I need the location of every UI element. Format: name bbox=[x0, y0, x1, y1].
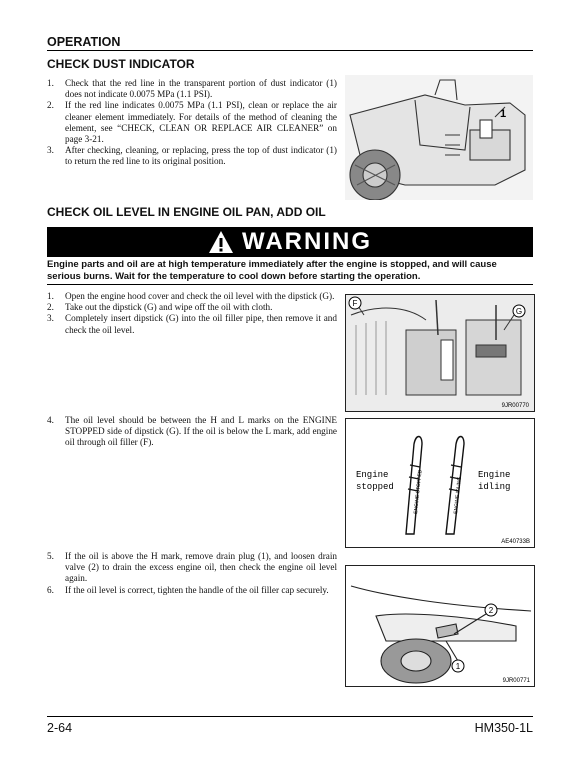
callout-2: 2 bbox=[488, 606, 494, 615]
dipstick-marks-figure bbox=[345, 418, 535, 548]
page-number: 2-64 bbox=[47, 721, 73, 735]
warning-label: WARNING bbox=[242, 228, 372, 255]
oil-steps-b bbox=[47, 415, 337, 449]
drain-plug-figure bbox=[345, 565, 535, 687]
label-engine-stopped-1: Engine bbox=[356, 470, 389, 480]
figure-code: 9JR00770 bbox=[501, 403, 529, 409]
dust-indicator-figure bbox=[345, 75, 533, 200]
list-item: 4. The oil level should be between the H and L marks on the ENGINE STOPPED side of dipstick (G). If the oil is below the L mark, add engine oil through oil filler (F). bbox=[47, 415, 337, 448]
list-item: 5. If the oil is above the H mark, remove drain plug (1), and loosen drain valve (2) to drain the excess engine oil, then check the engine oil level again. bbox=[47, 551, 337, 584]
oil-steps-c bbox=[47, 551, 337, 596]
list-item: 6. If the oil level is correct, tighten the handle of the oil filler cap securely. bbox=[47, 584, 329, 595]
list-item: 2. If the red line indicates 0.0075 MPa (1.1 PSI), clean or replace the air cleaner element immediately. For details of the method of cleaning the element, see “CHECK, CLEAN OR REPLACE AIR CLEANER” on page 3-21. bbox=[47, 100, 337, 145]
engine-illustration bbox=[346, 295, 534, 411]
label-engine-idling-1: Engine bbox=[478, 470, 511, 480]
section-header: OPERATION bbox=[47, 35, 121, 49]
list-item: 1. Check that the red line in the transparent portion of dust indicator (1) does not indicate 0.0075 MPa (1.1 PSI). bbox=[47, 78, 337, 100]
list-item: 2. Take out the dipstick (G) and wipe off the oil with cloth. bbox=[47, 302, 273, 313]
figure-code: 9JR00771 bbox=[502, 678, 530, 684]
stick-text-idling: ENGINE IDLING bbox=[453, 476, 463, 515]
model-name: HM350-1L bbox=[474, 721, 533, 735]
stick-text-stopped: ENGINE STOPPED bbox=[413, 469, 424, 515]
dipstick-illustration bbox=[346, 419, 534, 547]
list-item: 3. After checking, cleaning, or replacing, press the top of dust indicator (1) to return the red line to its original position. bbox=[47, 145, 337, 167]
list-item: 3. Completely insert dipstick (G) into the oil filler pipe, then remove it and check the oil level. bbox=[47, 313, 337, 335]
callout-1: 1 bbox=[455, 662, 461, 671]
footer-rule bbox=[47, 716, 533, 717]
figure-code: AE40733B bbox=[501, 539, 530, 545]
oil-level-title: CHECK OIL LEVEL IN ENGINE OIL PAN, ADD OIL bbox=[47, 205, 326, 219]
list-item: 1. Open the engine hood cover and check the oil level with the dipstick (G). bbox=[47, 291, 335, 301]
dust-indicator-title: CHECK DUST INDICATOR bbox=[47, 57, 195, 71]
warning-triangle-icon bbox=[208, 230, 234, 254]
dust-steps bbox=[47, 78, 337, 168]
header-rule bbox=[47, 50, 533, 51]
engine-dipstick-figure bbox=[345, 294, 535, 412]
callout-g: G bbox=[515, 307, 523, 316]
callout-f: F bbox=[352, 299, 358, 308]
label-engine-idling-2: idling bbox=[478, 482, 511, 492]
warning-banner bbox=[47, 227, 533, 257]
callout-1: 1 bbox=[500, 108, 507, 120]
oil-steps-a bbox=[47, 291, 337, 336]
warning-text: Engine parts and oil are at high temperature immediately after the engine is stopped, and will cause serious burns. Wait for the temperature to cool down before starting the operation. bbox=[47, 259, 497, 282]
machine-illustration bbox=[345, 75, 533, 200]
warning-rule bbox=[47, 284, 533, 285]
label-engine-stopped-2: stopped bbox=[356, 482, 394, 492]
drain-illustration bbox=[346, 566, 534, 686]
